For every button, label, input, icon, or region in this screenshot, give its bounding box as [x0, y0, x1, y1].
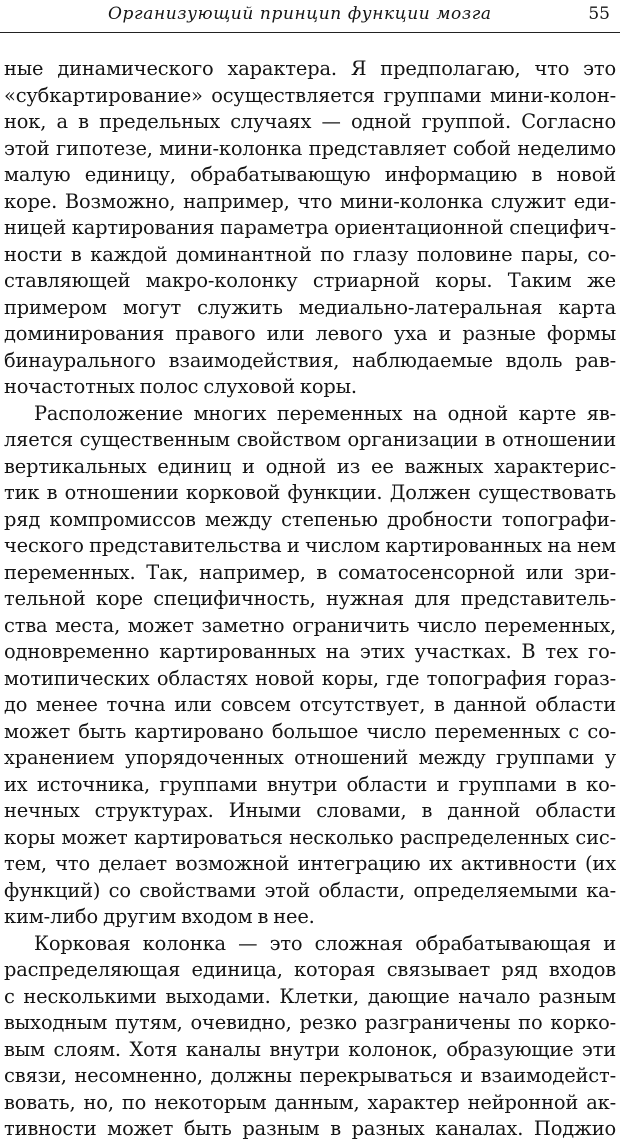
- text-line: примером могут служить медиально-латеральная карта: [4, 295, 616, 319]
- text-line: «субкартирование» осуществляется группами мини-колон-: [4, 83, 616, 107]
- text-line: распределяющая единица, которая связывает ряд входов: [4, 958, 616, 981]
- text-line: вым слоям. Хотя каналы внутри колонок, образующие эти: [4, 1037, 616, 1061]
- text-line: мотипических областях новой коры, где топография гораз-: [4, 666, 616, 690]
- text-line: ческого представительства и числом картированных на нем: [4, 534, 616, 557]
- text-line: нок, а в предельных случаях — одной группой. Согласно: [4, 110, 616, 133]
- text-line: переменных. Так, например, в соматосенсорной или зри-: [4, 560, 616, 584]
- page-number: 55: [588, 4, 610, 24]
- running-title: Организующий принцип функции мозга: [108, 4, 492, 24]
- text-line: этой гипотезе, мини-колонка представляет собой неделимо: [4, 136, 616, 160]
- text-line: функций) со свойствами этой области, определяемыми ка-: [4, 878, 616, 902]
- header-rule: [0, 32, 620, 33]
- text-line: Расположение многих переменных на одной карте яв-: [34, 401, 616, 425]
- text-line: ставляющей макро-колонку стриарной коры. Таким же: [4, 269, 616, 292]
- text-line: тик в отношении корковой функции. Должен существовать: [4, 481, 616, 504]
- text-line: ности в каждой доминантной по глазу половине пары, со-: [4, 242, 616, 266]
- text-line: нечных структурах. Иными словами, в данной области: [4, 799, 616, 822]
- body-text: [4, 56, 616, 1143]
- text-line: доминирования правого или левого уха и разные формы: [4, 322, 616, 345]
- text-line: тем, что делает возможной интеграцию их активности (их: [4, 852, 616, 875]
- text-line: хранением упорядоченных отношений между группами у: [4, 746, 616, 769]
- text-line: выходным путям, очевидно, резко разграничены по корко-: [4, 1011, 616, 1034]
- text-line: ляется существенным свойством организации в отношении: [4, 428, 616, 451]
- text-line: тельной коре специфичность, нужная для представитель-: [4, 587, 616, 610]
- text-line: ночастотных полос слуховой коры.: [4, 375, 357, 398]
- text-line: ницей картирования параметра ориентационной специфич-: [4, 216, 616, 239]
- text-line: малую единицу, обрабатывающую информацию в новой: [4, 163, 616, 186]
- text-line: тивности может быть разным в разных каналах. Поджио: [4, 1117, 616, 1140]
- text-line: одновременно картированных на этих участках. В тех го-: [4, 640, 616, 663]
- text-line: с несколькими выходами. Клетки, дающие начало разным: [4, 984, 616, 1008]
- text-line: коре. Возможно, например, что мини-колонка служит еди-: [4, 189, 616, 213]
- text-line: связи, несомненно, должны перекрываться и взаимодейст-: [4, 1064, 616, 1087]
- text-line: Корковая колонка — это сложная обрабатывающая и: [34, 931, 616, 955]
- text-line: ства места, может заметно ограничить число переменных,: [4, 613, 616, 637]
- text-line: ряд компромиссов между степенью дробности топографи-: [4, 507, 616, 531]
- text-line: бинаурального взаимодействия, наблюдаемые вдоль рав-: [4, 348, 616, 372]
- text-line: ные динамического характера. Я предполагаю, что это: [4, 57, 616, 80]
- text-line: до менее точна или совсем отсутствует, в данной области: [4, 693, 616, 716]
- text-line: вертикальных единиц и одной из ее важных характерис-: [4, 454, 616, 478]
- text-line: ким-либо другим входом в нее.: [4, 905, 315, 928]
- running-header: [0, 2, 620, 32]
- text-line: может быть картировано большое число переменных с со-: [4, 719, 616, 743]
- text-line: их источника, группами внутри области и группами в ко-: [4, 772, 616, 796]
- text-line: коры может картироваться несколько распределенных сис-: [4, 825, 616, 849]
- text-line: вовать, но, по некоторым данным, характер нейронной ак-: [4, 1090, 616, 1114]
